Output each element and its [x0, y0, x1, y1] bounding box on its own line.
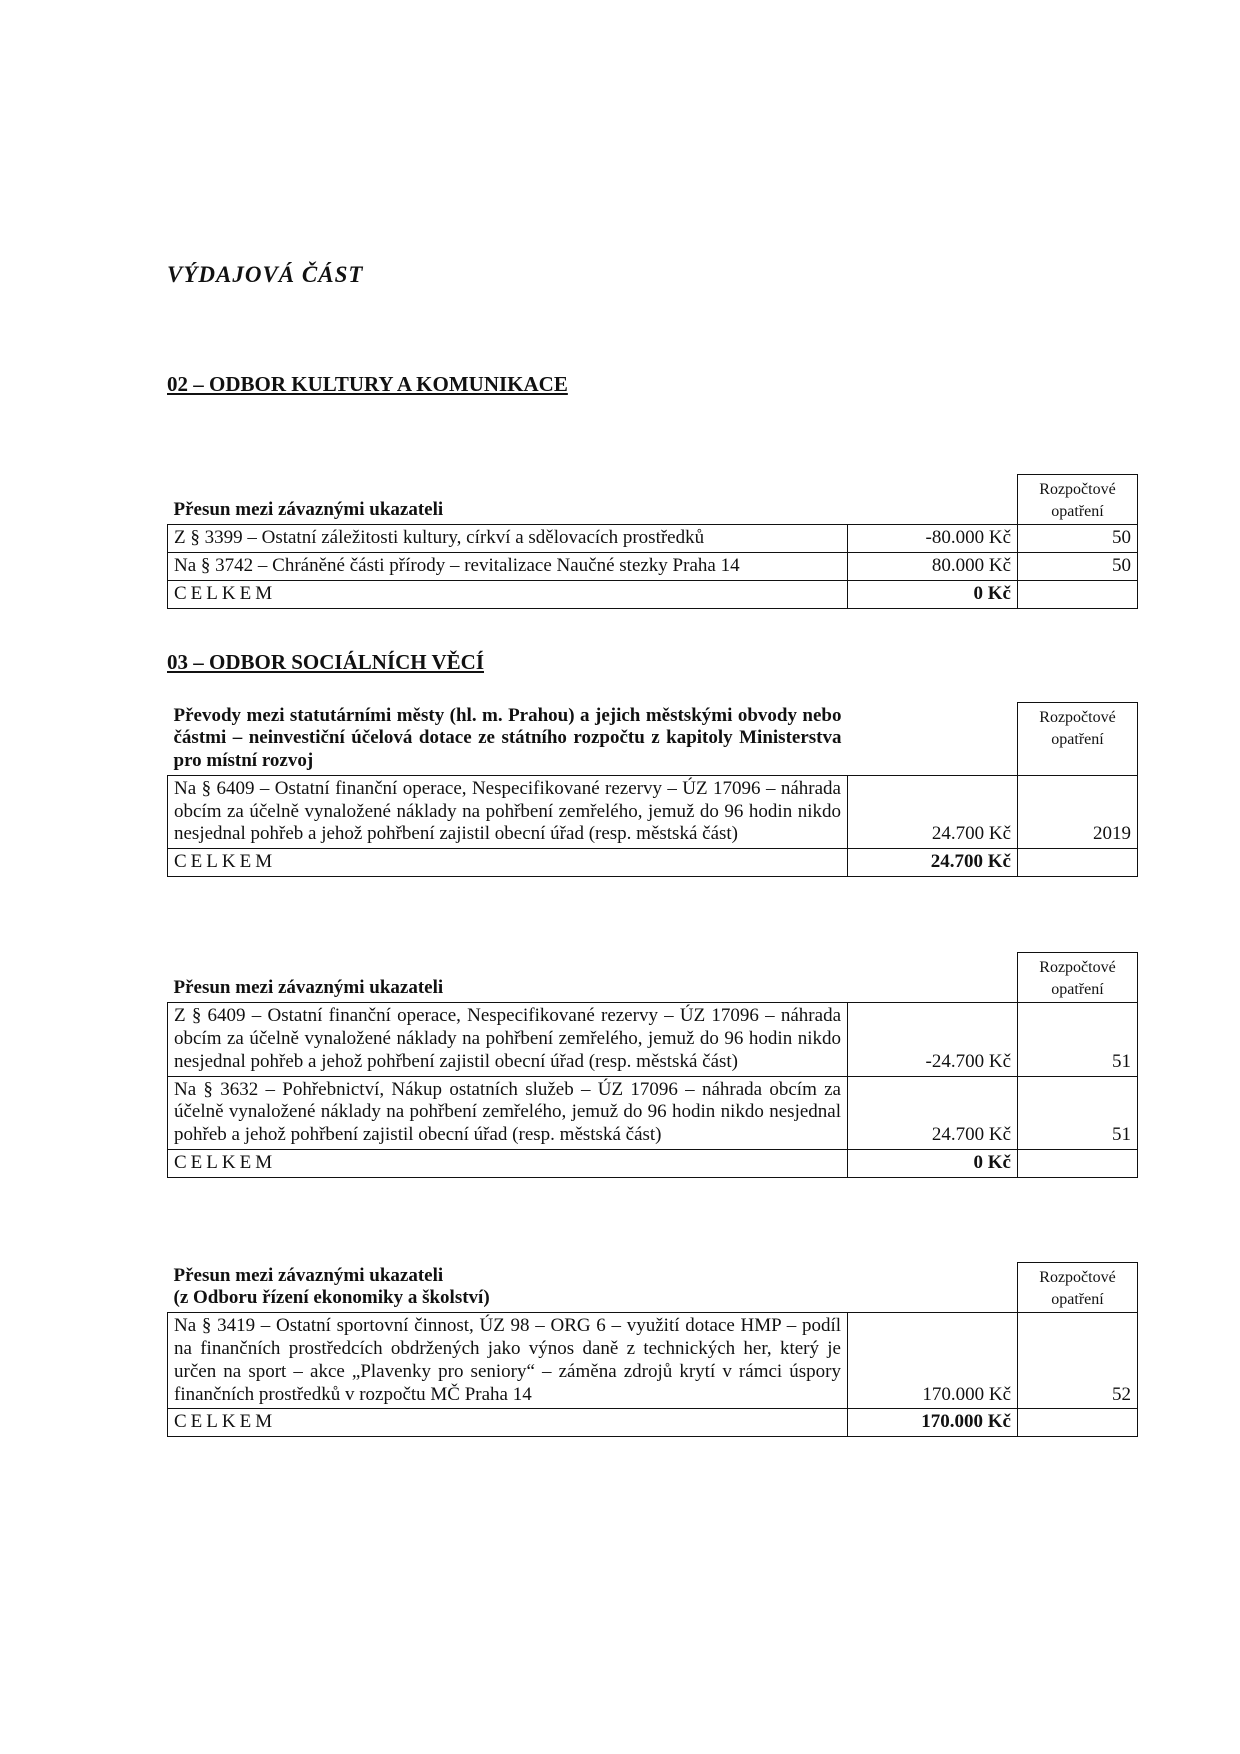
- table-row: Na § 3742 – Chráněné části přírody – revitalizace Naučné stezky Praha 14 80.000 Kč 50: [168, 552, 1138, 580]
- total-row: CELKEM 24.700 Kč: [168, 849, 1138, 877]
- table-subtitle: (z Odboru řízení ekonomiky a školství): [173, 1287, 490, 1309]
- total-row: CELKEM 170.000 Kč: [168, 1409, 1138, 1437]
- budget-table-03-sport: [167, 1262, 1137, 1437]
- total-row: CELKEM 0 Kč: [168, 1149, 1138, 1177]
- budget-table-02-transfer: [167, 474, 1137, 609]
- table-title: Přesun mezi závaznými ukazateli: [173, 499, 444, 521]
- table-title: Přesun mezi závaznými ukazateli: [173, 977, 444, 999]
- table-row: Na § 3419 – Ostatní sportovní činnost, ÚZ 98 – ORG 6 – využití dotace HMP – podíl na finančních prostředcích obdržených jako výnos daně z technických her, který je určen na sport – akce „Plavenky pro seniory“ – záměna zdrojů krytí v rámci úspory finančních prostředků v rozpočtu MČ Praha 14 170.000 Kč 52: [168, 1313, 1138, 1409]
- measure-column-header: Rozpočtové opatření: [1018, 953, 1138, 1003]
- total-row: CELKEM 0 Kč: [168, 580, 1138, 608]
- measure-column-header: Rozpočtové opatření: [1018, 475, 1138, 525]
- table-row: Na § 3632 – Pohřebnictví, Nákup ostatních služeb – ÚZ 17096 – náhrada obcím za účelně vynaložené náklady na pohřbení zemřelého, jemuž do 96 hodin nikdo nesjednal pohřeb a jehož pohřbení zajistil obecní úřad (resp. městská část) 24.700 Kč 51: [168, 1076, 1138, 1149]
- table-row: Na § 6409 – Ostatní finanční operace, Nespecifikované rezervy – ÚZ 17096 – náhrada obcím za účelně vynaložené náklady na pohřbení zemřelého, jemuž do 96 hodin nikdo nesjednal pohřeb a jehož pohřbení zajistil obecní úřad (resp. městská část) 24.700 Kč 2019: [168, 775, 1138, 848]
- table-title: Přesun mezi závaznými ukazateli (z Odboru řízení ekonomiky a školství): [168, 1263, 848, 1313]
- measure-column-header: Rozpočtové opatření: [1018, 1263, 1138, 1313]
- budget-table-03-grant: [167, 702, 1137, 877]
- table-row: Z § 3399 – Ostatní záležitosti kultury, církví a sdělovacích prostředků -80.000 Kč 50: [168, 525, 1138, 553]
- measure-column-header: Rozpočtové opatření: [1018, 703, 1138, 776]
- section-heading-02: 02 – ODBOR KULTURY A KOMUNIKACE: [167, 372, 568, 396]
- page-title: VÝDAJOVÁ ČÁST: [167, 262, 364, 287]
- section-heading-03: 03 – ODBOR SOCIÁLNÍCH VĚCÍ: [167, 650, 484, 674]
- budget-table-03-transfer: [167, 952, 1137, 1178]
- table-row: Z § 6409 – Ostatní finanční operace, Nespecifikované rezervy – ÚZ 17096 – náhrada obcím za účelně vynaložené náklady na pohřbení zemřelého, jemuž do 96 hodin nikdo nesjednal pohřeb a jehož pohřbení zajistil obecní úřad (resp. městská část) -24.700 Kč 51: [168, 1003, 1138, 1076]
- table-title: Převody mezi statutárními městy (hl. m. Prahou) a jejich městskými obvody nebo částmi – neinvestiční účelová dotace ze státního rozpočtu z kapitoly Ministerstva pro místní rozvoj: [168, 703, 848, 776]
